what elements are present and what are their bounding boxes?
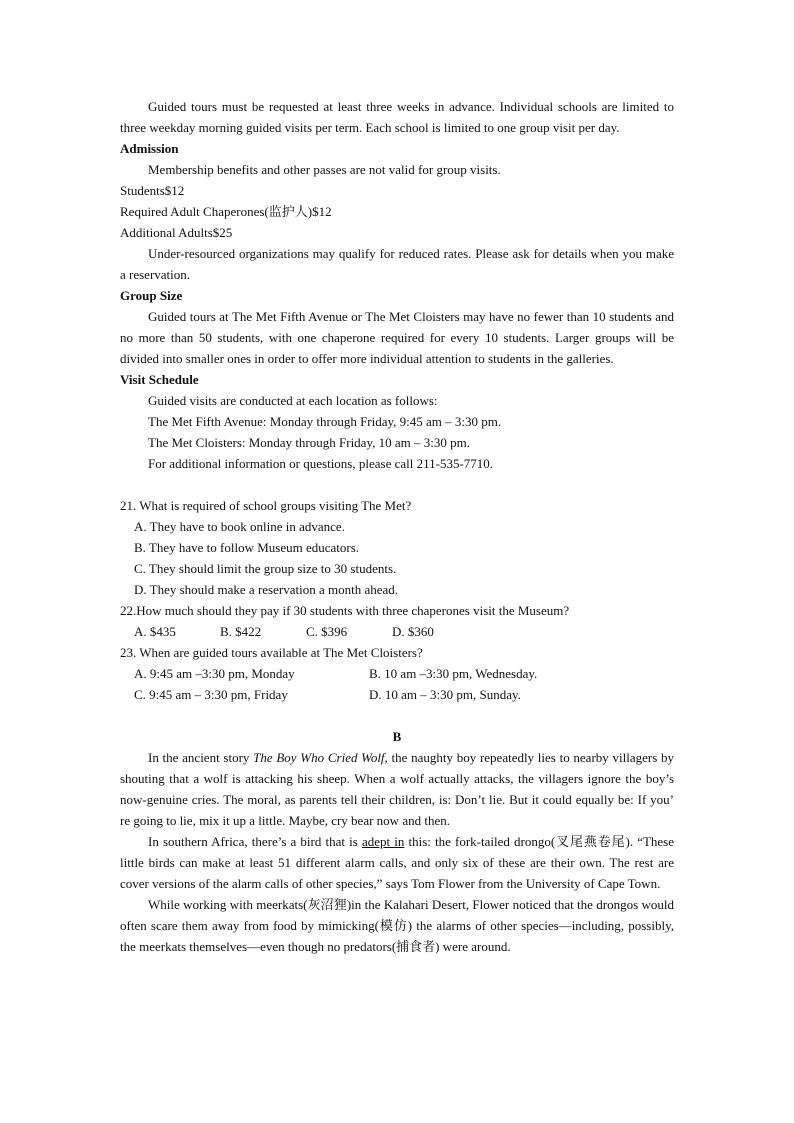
question-23-option: D. 10 am – 3:30 pm, Sunday. — [369, 687, 521, 702]
schedule-line: Guided visits are conducted at each location as follows: — [148, 393, 438, 408]
price-additional-adults: Additional Adults$25 — [120, 225, 233, 240]
question-23-options-row — [120, 663, 674, 684]
underlined-phrase: adept in — [361, 834, 405, 849]
question-22-option: D. $360 — [392, 624, 434, 639]
question-23-stem: 23. When are guided tours available at The Met Cloisters? — [120, 645, 423, 660]
question-23-option: B. 10 am –3:30 pm, Wednesday. — [369, 666, 538, 681]
question-21-option: D. They should make a reservation a month ahead. — [134, 582, 399, 597]
price-chaperones: Required Adult Chaperones(监护人)$12 — [120, 204, 332, 219]
question-22-options — [120, 621, 674, 642]
paragraph-text: this: the fork-tailed drongo(叉尾燕卷尾). “These little birds can make at least 51 different alarm calls, and only six of these are their own. The rest are cover versions of the alarm calls of other species,” says Tom Flower from the University of Cape Town. — [120, 834, 675, 891]
paragraph-text: In the ancient story — [148, 750, 254, 765]
question-23-option: C. 9:45 am – 3:30 pm, Friday — [134, 687, 288, 702]
question-22-option: C. $396 — [306, 624, 348, 639]
spacer — [120, 474, 674, 495]
question-23-option: A. 9:45 am –3:30 pm, Monday — [134, 666, 295, 681]
reduced-rates-paragraph: Under-resourced organizations may qualify for reduced rates. Please ask for details when you make a reservation. — [120, 246, 674, 282]
passage-b-paragraph-1 — [120, 747, 674, 831]
group-size-heading: Group Size — [120, 288, 183, 303]
question-21-option: B. They have to follow Museum educators. — [134, 540, 360, 555]
schedule-line: For additional information or questions, please call 211-535-7710. — [148, 456, 494, 471]
question-22-stem: 22.How much should they pay if 30 students with three chaperones visit the Museum? — [120, 603, 570, 618]
question-22-option: A. $435 — [134, 624, 176, 639]
document-page — [120, 96, 674, 957]
passage-b-paragraph-3: While working with meerkats(灰沼狸)in the Kalahari Desert, Flower noticed that the drongos would often scare them away from food by mimicking(模仿) the alarms of other species—including, possibly, the meerkats themselves—even though no predators(捕食者) were around. — [120, 897, 674, 954]
intro-paragraph: Guided tours must be requested at least three weeks in advance. Individual schools are limited to three weekday morning guided visits per term. Each school is limited to one group visit per day. — [120, 99, 674, 135]
question-22-option: B. $422 — [220, 624, 262, 639]
passage-b-paragraph-2 — [120, 831, 674, 894]
visit-schedule-heading: Visit Schedule — [120, 372, 199, 387]
spacer — [120, 705, 674, 726]
paragraph-text: In southern Africa, there’s a bird that is — [148, 834, 362, 849]
question-21-option: A. They have to book online in advance. — [134, 519, 345, 534]
paragraph-text: , the naughty boy repeatedly lies to nearby villagers by shouting that a wolf is attacking his sheep. When a wolf actually attacks, the villagers ignore the boy’s now-genuine cries. The moral, as parents tell their children, is: Don’t lie. But it could equally be: If you’ re going to lie, mix it up a little. Maybe, cry bear now and then. — [120, 750, 674, 828]
story-title: The Boy Who Cried Wolf — [253, 750, 385, 765]
price-students: Students$12 — [120, 183, 185, 198]
question-21-stem: 21. What is required of school groups visiting The Met? — [120, 498, 412, 513]
section-b-label: B — [392, 729, 402, 744]
schedule-line: The Met Cloisters: Monday through Friday, 10 am – 3:30 pm. — [148, 435, 470, 450]
group-size-paragraph: Guided tours at The Met Fifth Avenue or The Met Cloisters may have no fewer than 10 students and no more than 50 students, with one chaperone required for every 10 students. Larger groups will be divided into smaller ones in order to offer more individual attention to students in the galleries. — [120, 309, 674, 366]
admission-note: Membership benefits and other passes are not valid for group visits. — [148, 162, 501, 177]
schedule-line: The Met Fifth Avenue: Monday through Friday, 9:45 am – 3:30 pm. — [148, 414, 502, 429]
question-21-option: C. They should limit the group size to 30 students. — [134, 561, 397, 576]
admission-heading: Admission — [120, 141, 179, 156]
question-23-options-row — [120, 684, 674, 705]
